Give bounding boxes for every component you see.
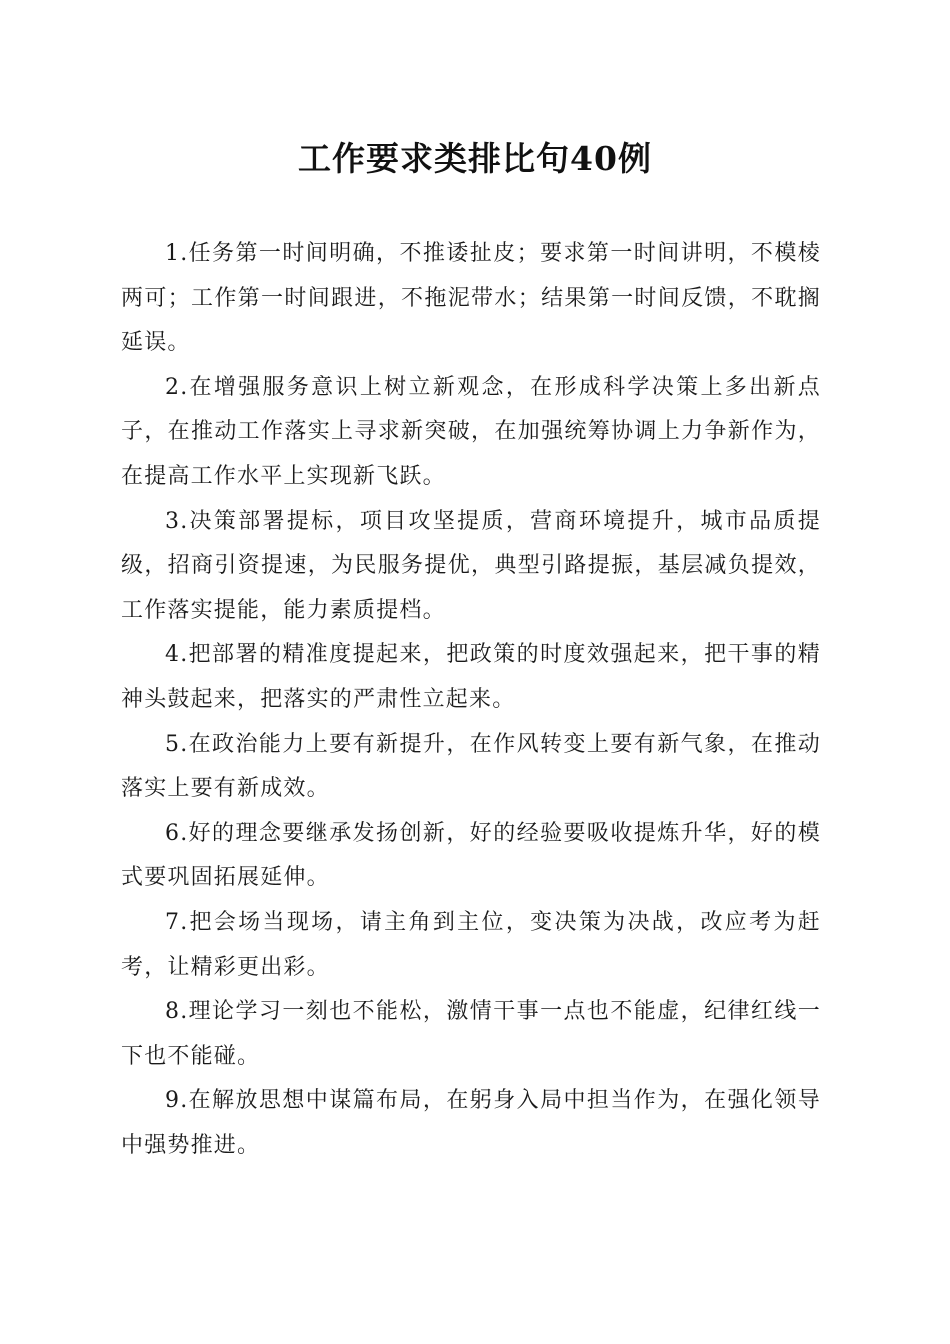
paragraph-7: 7.把会场当现场，请主角到主位，变决策为决战，改应考为赶考，让精彩更出彩。	[121, 909, 821, 980]
document-body	[121, 232, 821, 1168]
paragraph-8: 8.理论学习一刻也不能松，激情干事一点也不能虚，纪律红线一下也不能碰。	[121, 999, 821, 1069]
paragraph-2: 2.在增强服务意识上树立新观念，在形成科学决策上多出新点子，在推动工作落实上寻求新突破，在加强统筹协调上力争新作为，在提高工作水平上实现新飞跃。	[121, 374, 821, 489]
document-title: 工作要求类排比句40例	[298, 139, 652, 178]
paragraph-9: 9.在解放思想中谋篇布局，在躬身入局中担当作为，在强化领导中强势推进。	[121, 1088, 821, 1158]
paragraph-4: 4.把部署的精准度提起来，把政策的时度效强起来，把干事的精神头鼓起来，把落实的严肃性立起来。	[121, 642, 821, 712]
paragraph-6: 6.好的理念要继承发扬创新，好的经验要吸收提炼升华，好的模式要巩固拓展延伸。	[121, 820, 821, 891]
paragraph-3: 3.决策部署提标，项目攻坚提质，营商环境提升，城市品质提级，招商引资提速，为民服务提优，典型引路提振，基层减负提效，工作落实提能，能力素质提档。	[121, 508, 821, 623]
paragraph-1: 1.任务第一时间明确，不推诿扯皮；要求第一时间讲明，不模棱两可；工作第一时间跟进，不拖泥带水；结果第一时间反馈，不耽搁延误。	[121, 241, 821, 356]
paragraph-5: 5.在政治能力上要有新提升，在作风转变上要有新气象，在推动落实上要有新成效。	[121, 731, 821, 802]
